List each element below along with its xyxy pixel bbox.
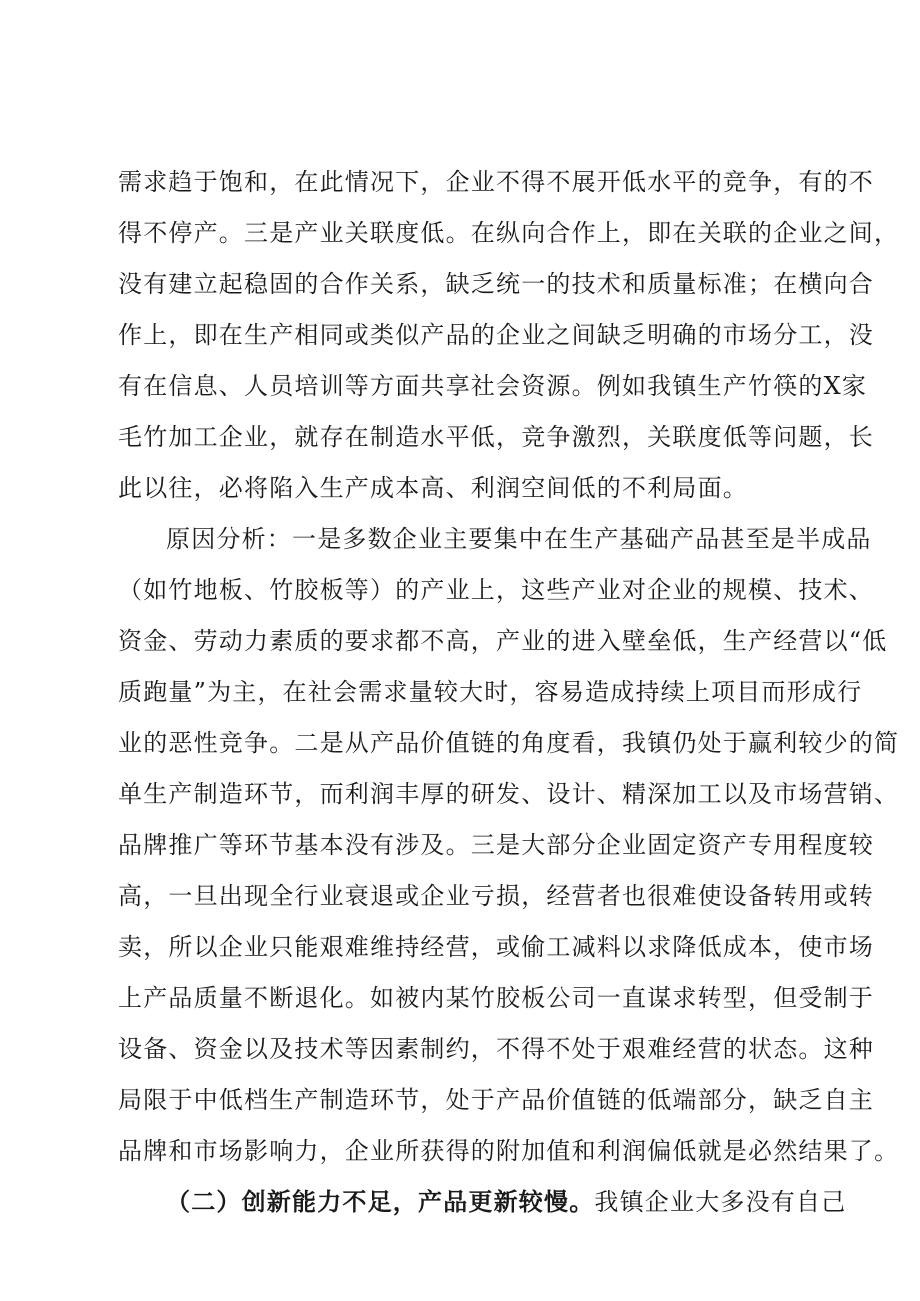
text-line: 上产品质量不断退化。如被内某竹胶板公司一直谋求转型，但受制于 — [118, 984, 874, 1012]
text-line: 资金、劳动力素质的要求都不高，产业的进入壁垒低，生产经营以“低 — [118, 627, 888, 655]
text-line: 高，一旦出现全行业衰退或企业亏损，经营者也很难使设备转用或转 — [118, 882, 874, 910]
text-line: 作上，即在生产相同或类似产品的企业之间缺乏明确的市场分工，没 — [118, 321, 874, 349]
text-line: 单生产制造环节，而利润丰厚的研发、设计、精深加工以及市场营销、 — [118, 780, 900, 808]
section-heading — [166, 1182, 847, 1222]
text-line: 质跑量”为主，在社会需求量较大时，容易造成持续上项目而形成行 — [118, 678, 863, 706]
text-line: 需求趋于饱和，在此情况下，企业不得不展开低水平的竞争，有的不 — [118, 168, 874, 196]
text-line: 毛竹加工企业，就存在制造水平低，竞争激烈，关联度低等问题，长 — [118, 423, 874, 451]
section-heading-title: （二）创新能力不足，产品更新较慢。 — [166, 1187, 595, 1216]
text-line: 业的恶性竞争。二是从产品价值链的角度看，我镇仍处于赢利较少的简 — [118, 729, 900, 757]
text-line: 没有建立起稳固的合作关系，缺乏统一的技术和质量标准；在横向合 — [118, 270, 874, 298]
text-line: （如竹地板、竹胶板等）的产业上，这些产业对企业的规模、技术、 — [118, 576, 874, 604]
text-line: 品牌和市场影响力，企业所获得的附加值和利润偏低就是必然结果了。 — [118, 1137, 900, 1165]
text-line: 此以往，必将陷入生产成本高、利润空间低的不利局面。 — [118, 474, 748, 502]
text-line: 得不停产。三是产业关联度低。在纵向合作上，即在关联的企业之间， — [118, 219, 900, 247]
text-line: 品牌推广等环节基本没有涉及。三是大部分企业固定资产专用程度较 — [118, 831, 874, 859]
text-line: 原因分析：一是多数企业主要集中在生产基础产品甚至是半成品 — [166, 525, 872, 553]
text-line: 设备、资金以及技术等因素制约，不得不处于艰难经营的状态。这种 — [118, 1035, 874, 1063]
text-line: 局限于中低档生产制造环节，处于产品价值链的低端部分，缺乏自主 — [118, 1086, 874, 1114]
text-line: 卖，所以企业只能艰难维持经营，或偷工减料以求降低成本，使市场 — [118, 933, 874, 961]
text-line: 有在信息、人员培训等方面共享社会资源。例如我镇生产竹筷的X家 — [118, 372, 868, 400]
section-heading-body: 我镇企业大多没有自己 — [594, 1188, 847, 1216]
